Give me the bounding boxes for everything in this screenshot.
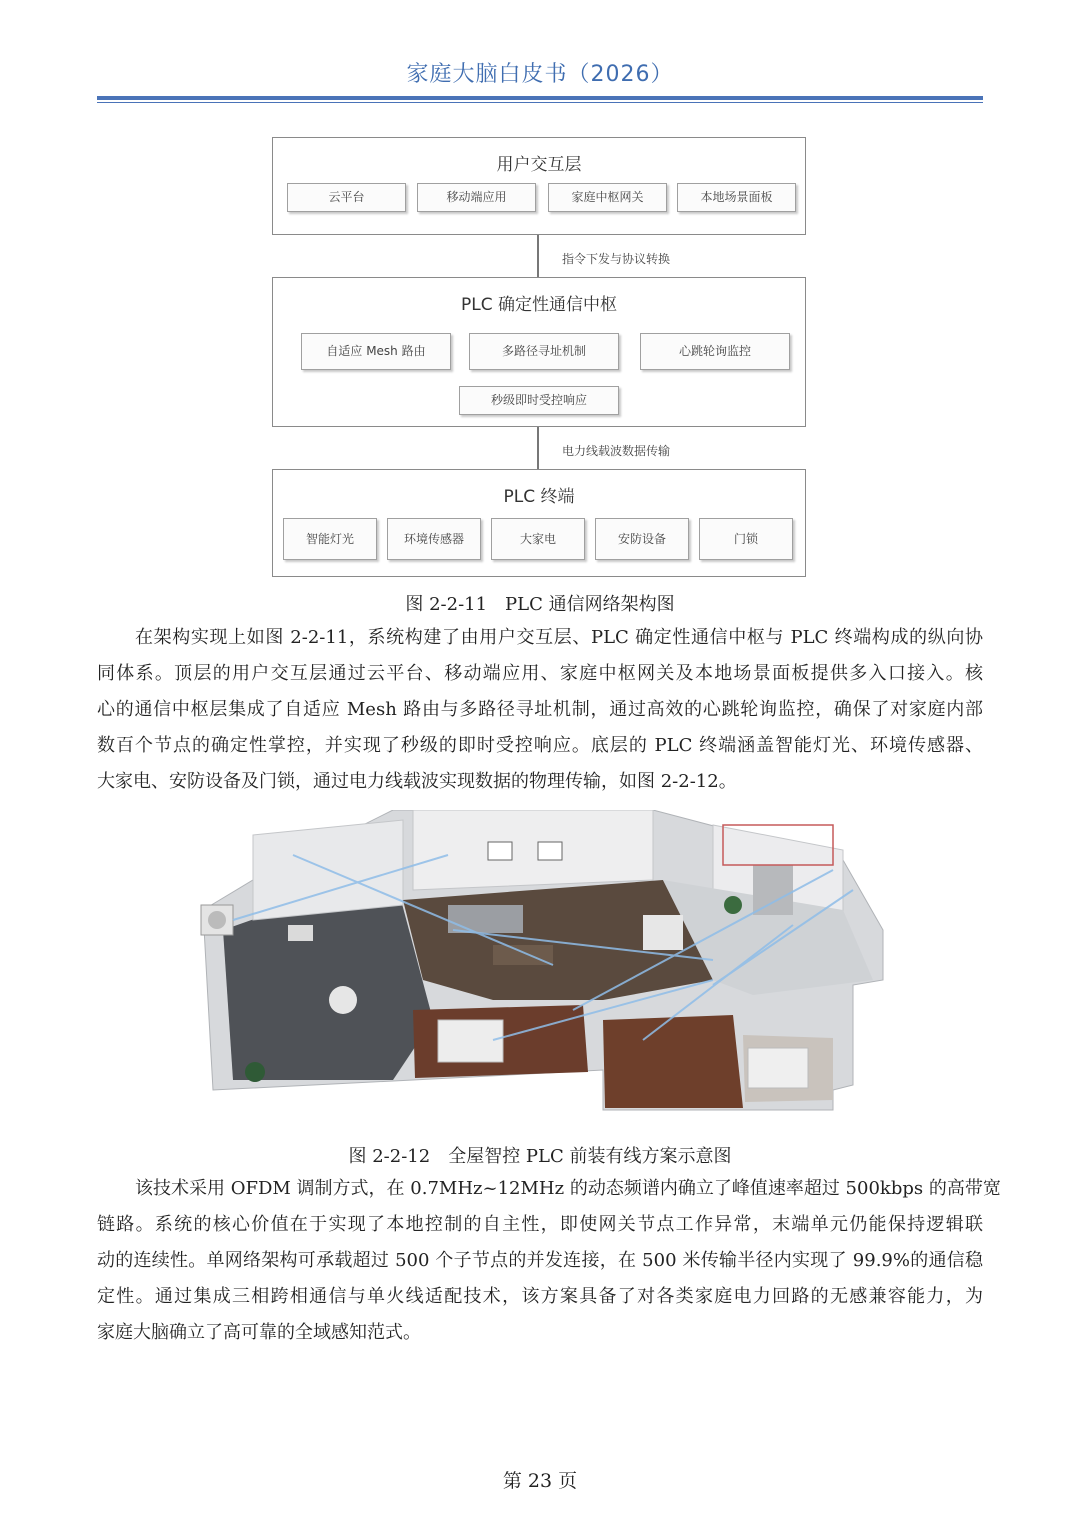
- module-box: 本地场景面板: [677, 183, 796, 212]
- connector-label: 电力线载波数据传输: [562, 444, 671, 458]
- layer-title: 用户交互层: [496, 155, 582, 175]
- module-box: 安防设备: [595, 518, 689, 560]
- paragraph-line: 大家电、安防设备及门锁，通过电力线载波实现数据的物理传输，如图 2-2-12。: [97, 771, 737, 792]
- body-paragraph: [97, 620, 983, 800]
- layer-plc-terminal: [272, 469, 806, 577]
- layer-plc-hub: [272, 277, 806, 427]
- figure-caption: 图 2-2-12 全屋智控 PLC 前装有线方案示意图: [348, 1146, 732, 1167]
- figure-caption: 图 2-2-11 PLC 通信网络架构图: [405, 594, 675, 615]
- paragraph-line: 动的连续性。单网络架构可承载超过 500 个子节点的并发连接，在 500 米传输半径内实现了 99.9%的通信稳: [97, 1250, 983, 1271]
- module-box: 智能灯光: [283, 518, 377, 560]
- floor-plan-illustration: [193, 810, 888, 1140]
- paragraph-line: 数百个节点的确定性掌控，并实现了秒级的即时受控响应。底层的 PLC 终端涵盖智能灯光、环境传感器、: [97, 735, 983, 756]
- paragraph-line: 家庭大脑确立了高可靠的全域感知范式。: [97, 1322, 421, 1343]
- header-rule-thin: [97, 102, 983, 103]
- running-header-title: 家庭大脑白皮书（2026）: [406, 62, 674, 87]
- connector-line: [537, 427, 539, 469]
- module-box: 秒级即时受控响应: [459, 386, 619, 415]
- module-box: 自适应 Mesh 路由: [301, 333, 451, 370]
- module-box: 门锁: [699, 518, 793, 560]
- connector-label: 指令下发与协议转换: [562, 252, 671, 266]
- module-box: 移动端应用: [417, 183, 536, 212]
- paragraph-line: 在架构实现上如图 2-2-11，系统构建了由用户交互层、PLC 确定性通信中枢与 PLC 终端构成的纵向协: [135, 627, 983, 648]
- body-paragraph: [97, 1171, 1001, 1351]
- module-box: 多路径寻址机制: [469, 333, 619, 370]
- module-box: 大家电: [491, 518, 585, 560]
- paragraph-line: 定性。通过集成三相跨相通信与单火线适配技术，该方案具备了对各类家庭电力回路的无感兼容能力，为: [97, 1286, 983, 1307]
- paragraph-line: 该技术采用 OFDM 调制方式，在 0.7MHz~12MHz 的动态频谱内确立了峰值速率超过 500kbps 的高带宽: [135, 1178, 1001, 1199]
- paragraph-line: 心的通信中枢层集成了自适应 Mesh 路由与多路径寻址机制，通过高效的心跳轮询监控，确保了对家庭内部: [97, 699, 983, 720]
- paragraph-line: 链路。系统的核心价值在于实现了本地控制的自主性，即使网关节点工作异常，末端单元仍能保持逻辑联: [97, 1214, 983, 1235]
- header-rule: [97, 96, 983, 100]
- module-box: 家庭中枢网关: [548, 183, 667, 212]
- connector-line: [537, 235, 539, 277]
- module-box: 云平台: [287, 183, 406, 212]
- plc-architecture-diagram: [272, 137, 806, 577]
- module-box: 心跳轮询监控: [640, 333, 790, 370]
- paragraph-line: 同体系。顶层的用户交互层通过云平台、移动端应用、家庭中枢网关及本地场景面板提供多入口接入。核: [97, 663, 983, 684]
- module-box: 环境传感器: [387, 518, 481, 560]
- layer-title: PLC 终端: [503, 487, 575, 507]
- layer-user-interaction: [272, 137, 806, 235]
- page-number: 第 23 页: [502, 1470, 578, 1492]
- layer-title: PLC 确定性通信中枢: [461, 295, 617, 315]
